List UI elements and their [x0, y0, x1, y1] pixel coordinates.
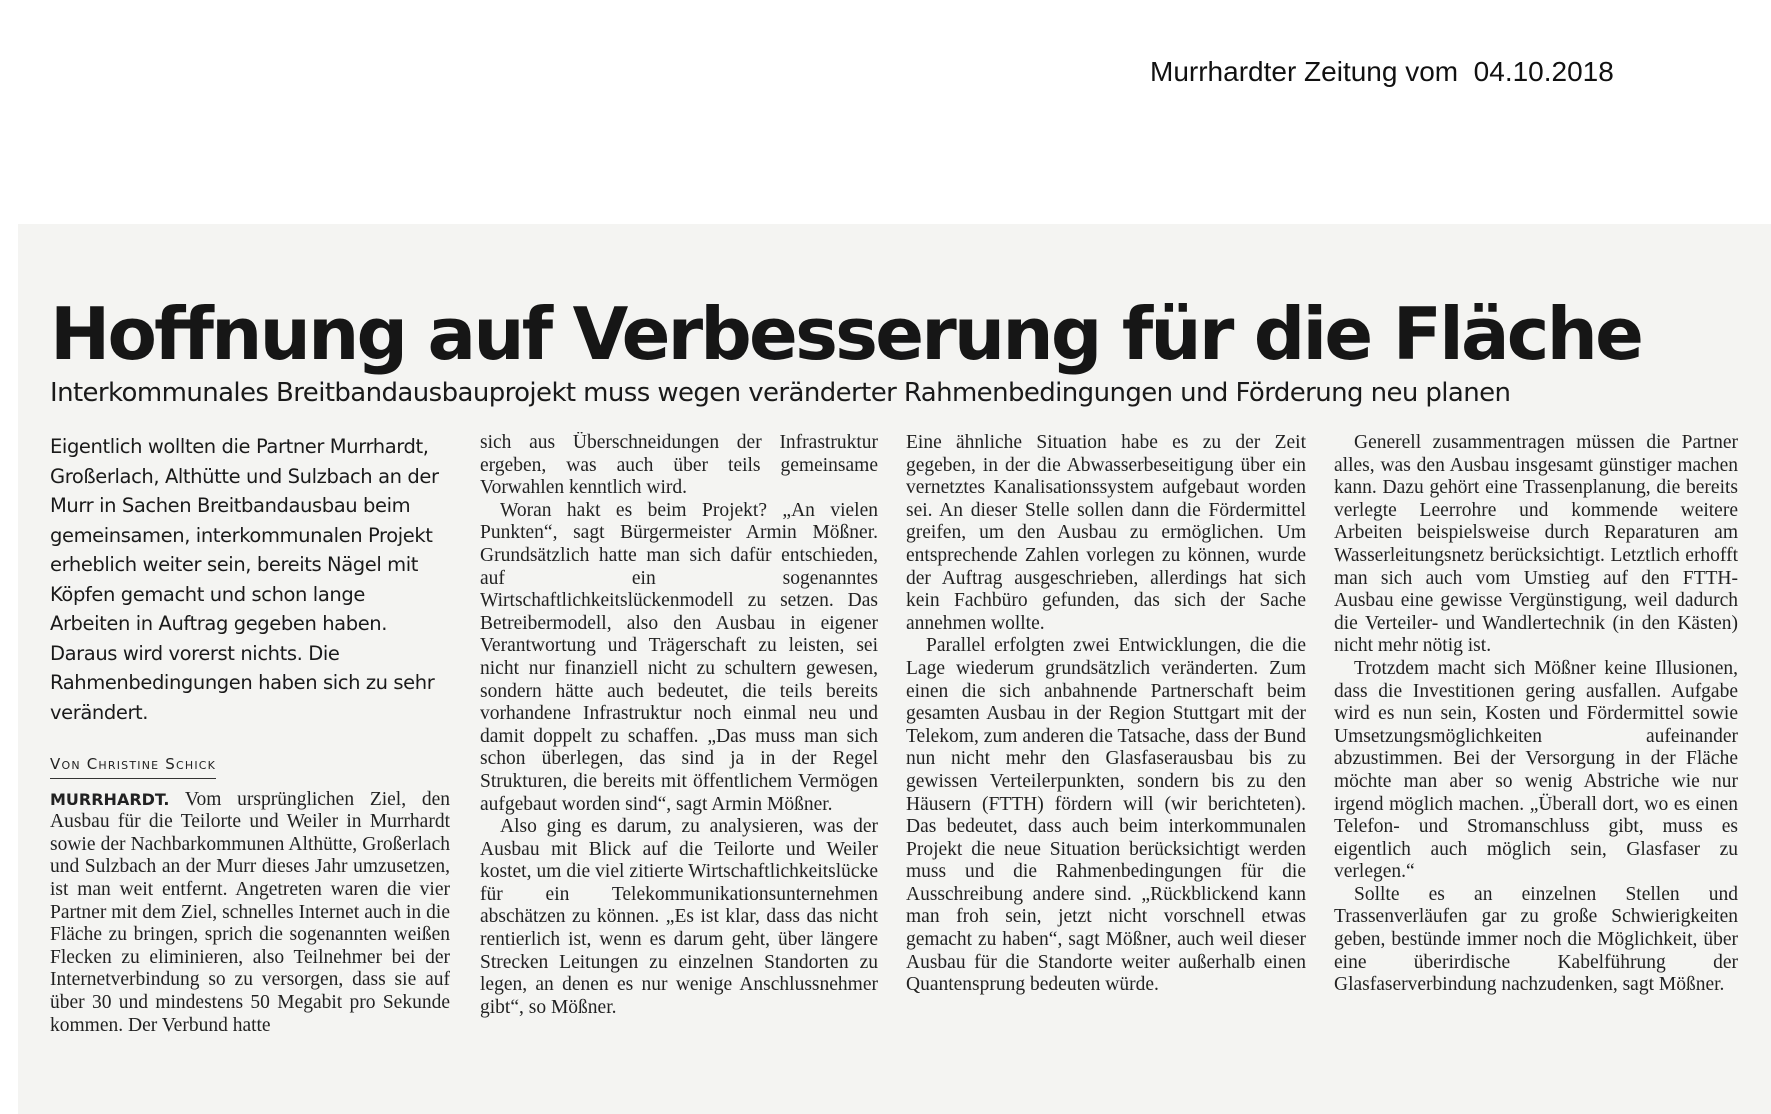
article-column-2: [480, 432, 878, 1082]
article-column-3: [906, 432, 1306, 1082]
article-column-4: [1334, 432, 1738, 1082]
article-paragraph: Also ging es darum, zu analysieren, was der Ausbau mit Blick auf die Teilorte und Weiler kostet, um die viel zitierte Wirtschaftlichkeitslücke für ein Telekommunikationsunternehmen abschätzen zu können. „Es ist klar, dass das nicht rentierlich ist, wenn es darum geht, über längere Strecken Leitungen zu einzelnen Standorten zu legen, an denen es nur wenige Anschlussnehmer gibt“, so Mößner.: [480, 816, 878, 1018]
article-paragraph: Parallel erfolgten zwei Entwicklungen, die die Lage wiederum grundsätzlich veränderten. Zum einen die sich anbahnende Partnerschaft beim gesamten Ausbau in der Region Stuttgart mit der Telekom, zum anderen die Tatsache, dass der Bund nun nicht mehr den Glasfaserausbau bis zu gewissen Verteilerpunkten, sondern bis zu den Häusern (FTTH) fördern will (wir berichteten). Das bedeutet, dass auch beim interkommunalen Projekt die neue Situation berücksichtigt werden muss und die Rahmenbedingungen für die Ausschreibung andere sind. „Rückblickend kann man froh sein, jetzt nicht vorschnell etwas gemacht zu haben“, sagt Mößner, auch weil dieser Ausbau für die Standorte weiter außerhalb einen Quantensprung bedeuten würde.: [906, 635, 1306, 996]
article-lead: Eigentlich wollten die Partner Murrhardt, Großerlach, Althütte und Sulzbach an der Murr in Sachen Breitbandausbau beim gemeinsamen, interkommunalen Projekt erheblich weiter sein, bereits Nägel mit Köpfen gemacht und schon lange Arbeiten in Auftrag gegeben haben. Daraus wird vorerst nichts. Die Rahmenbedingungen haben sich zu sehr verändert.: [50, 435, 439, 724]
article-paragraph: Trotzdem macht sich Mößner keine Illusionen, dass die Investitionen gering ausfallen. Aufgabe wird es nun sein, Kosten und Fördermittel sowie Umsetzungsmöglichkeiten aufeinander abzustimmen. Bei der Versorgung in der Fläche möchte man aber so wenig Abstriche wie nur irgend möglich machen. „Überall dort, wo es einen Telefon- und Stromanschluss gibt, muss es eigentlich auch möglich sein, Glasfaser zu verlegen.“: [1334, 657, 1738, 883]
article-paragraph: [50, 789, 450, 1038]
article-text: Vom ursprünglichen Ziel, den Ausbau für die Teilorte und Weiler in Murrhardt sowie der Nachbarkommunen Althütte, Großerlach und Sulzbach an der Murr dieses Jahr umzusetzen, ist man weit entfernt. Angetreten waren die vier Partner mit dem Ziel, schnelles Internet auch in die Fläche zu bringen, sprich die sogenannten weißen Flecken zu eliminieren, also Teilnehmer bei der Internetverbindung so zu versorgen, dass sie auf über 30 und mindestens 50 Megabit pro Sekunde kommen. Der Verbund hatte: [50, 788, 450, 1036]
article-byline: Von Christine Schick: [50, 753, 216, 779]
article-paragraph: Woran hakt es beim Projekt? „An vielen Punkten“, sagt Bürgermeister Armin Mößner. Grundsätzlich hatte man sich dafür entschieden, auf ein sogenanntes Wirtschaftlichkeitslückenmodell zu setzen. Das Betreibermodell, also den Ausbau in eigener Verantwortung und Trägerschaft zu leisten, sei nicht nur finanziell nicht zu schultern gewesen, sondern hätte auch bedeutet, die teils bereits vorhandene Infrastruktur noch einmal neu und damit doppelt zu schaffen. „Das muss man sich schon überlegen, das sind ja in der Regel Strukturen, die bereits mit öffentlichem Vermögen aufgebaut worden sind“, sagt Armin Mößner.: [480, 499, 878, 815]
article-paragraph: Eine ähnliche Situation habe es zu der Zeit gegeben, in der die Abwasserbeseitigung über ein vernetztes Kanalisationssystem aufgebaut worden sei. An dieser Stelle sollen dann die Fördermittel greifen, um den Ausbau zu ermöglichen. Um entsprechende Zahlen vorlegen zu können, wurde der Auftrag ausgeschrieben, allerdings hat sich kein Fachbüro gefunden, das sich der Sache annehmen wollte.: [906, 432, 1306, 634]
article-subtitle: Interkommunales Breitbandausbauprojekt muss wegen veränderter Rahmenbedingungen und Förderung neu planen: [50, 378, 1511, 408]
article-paragraph: Sollte es an einzelnen Stellen und Trassenverläufen gar zu große Schwierigkeiten geben, bestünde immer noch die Möglichkeit, über eine überirdische Kabelführung der Glasfaserverbindung nachzudenken, sagt Mößner.: [1334, 883, 1738, 996]
article-paragraph: Generell zusammentragen müssen die Partner alles, was den Ausbau insgesamt günstiger machen kann. Dazu gehört eine Trassenplanung, die bereits verlegte Leerrohre und kommende weitere Arbeiten beispielsweise durch Reparaturen am Wasserleitungsnetz berücksichtigt. Letztlich erhofft man sich auch vom Umstieg auf den FTTH-Ausbau eine gewisse Vergünstigung, weil dadurch die Verteiler- und Wandlertechnik (in den Kästen) nicht mehr nötig ist.: [1334, 432, 1738, 657]
publication-date-line: Murrhardter Zeitung vom 04.10.2018: [1150, 56, 1614, 87]
article-column-1: [50, 432, 450, 1082]
article-paragraph: sich aus Überschneidungen der Infrastruktur ergeben, was auch über teils gemeinsame Vorwahlen kenntlich wird.: [480, 432, 878, 499]
article-dateline: MURRHARDT.: [50, 789, 170, 809]
article-headline: Hoffnung auf Verbesserung für die Fläche: [50, 292, 1642, 377]
